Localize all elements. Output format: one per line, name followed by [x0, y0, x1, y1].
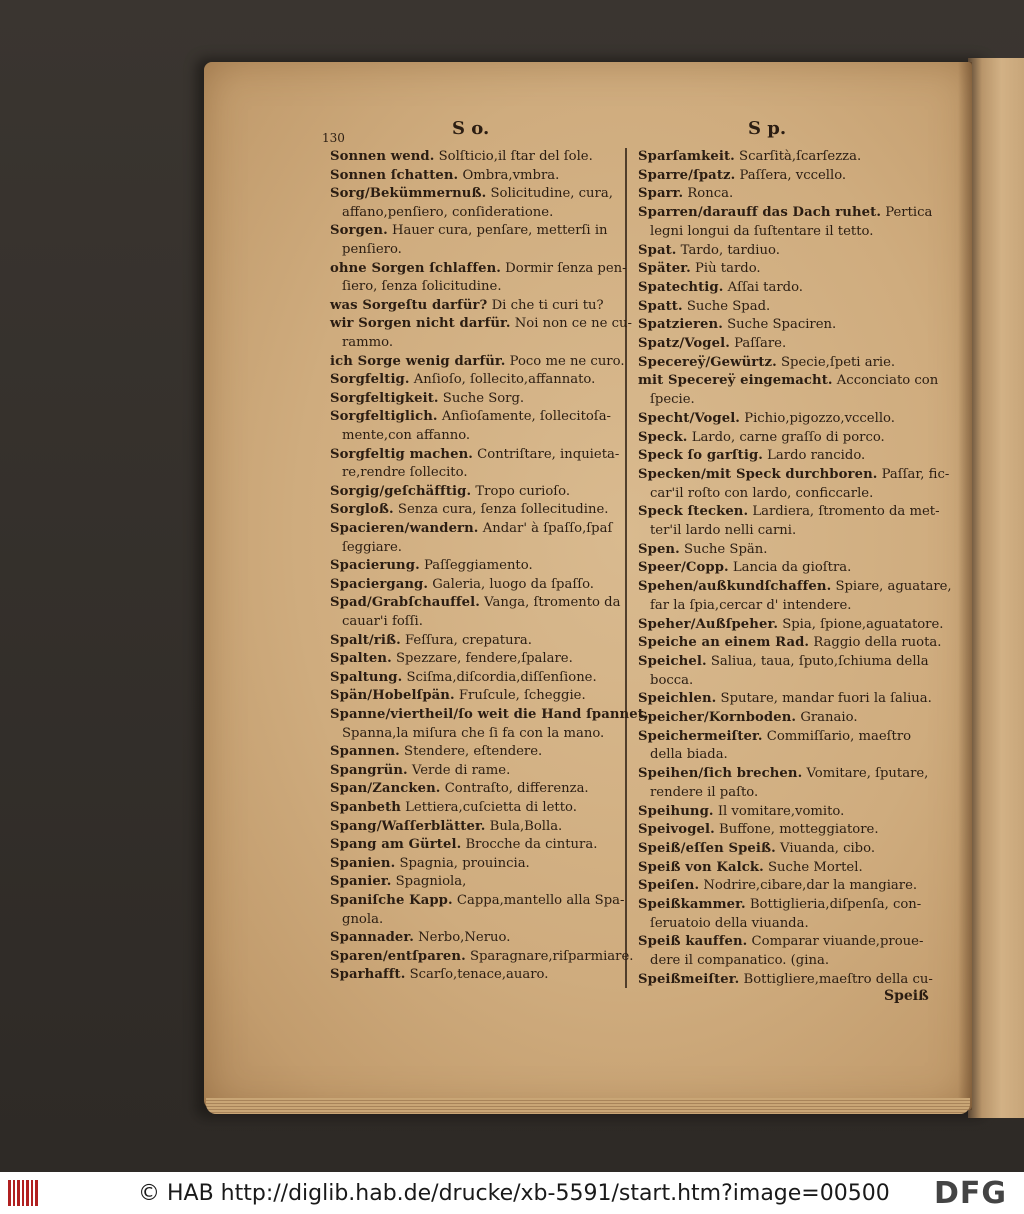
dictionary-line — [330, 948, 633, 965]
headword: Spanien. — [330, 855, 396, 871]
barcode-icon — [8, 1180, 38, 1206]
dictionary-line — [638, 167, 846, 184]
dictionary-line — [330, 315, 632, 332]
definition: Viuanda, cibo. — [775, 840, 876, 856]
definition: Bula,Bolla. — [485, 818, 563, 834]
headword: Spaniſche Kapp. — [330, 893, 453, 908]
definition: ſpecie. — [650, 392, 695, 408]
definition: Lancia da gioſtra. — [728, 560, 852, 576]
definition: Paſſera, vccello. — [735, 167, 847, 183]
dictionary-line — [650, 597, 851, 614]
definition: rendere il paſto. — [650, 784, 759, 800]
dictionary-line — [638, 877, 917, 894]
dictionary-line — [650, 672, 693, 689]
dictionary-line — [330, 408, 611, 425]
headword: Spän/Hobelſpän. — [330, 688, 455, 704]
headword: Speichermeiſter. — [638, 728, 763, 744]
definition: Noi non ce ne cu- — [510, 316, 632, 332]
headword: Speichlen. — [638, 691, 717, 707]
definition: Spagniola, — [391, 874, 467, 890]
headword: mit Specereÿ eingemacht. — [638, 373, 833, 389]
definition: Spiare, aguatare, — [831, 579, 952, 595]
definition: Tropo curioſo. — [471, 483, 571, 499]
dictionary-line — [650, 784, 758, 801]
dictionary-line — [330, 836, 597, 853]
headword: Sorgfeltig. — [330, 372, 410, 388]
definition: Lardo rancido. — [762, 448, 866, 464]
headword: Spehen/außkundſchaffen. — [638, 579, 832, 595]
definition: Scarſità,ſcarſezza. — [734, 149, 862, 164]
definition: Paſſare. — [729, 336, 787, 351]
headword: Spatechtig. — [638, 279, 724, 295]
dictionary-line — [330, 799, 577, 816]
dictionary-line — [638, 896, 921, 913]
dictionary-line — [330, 762, 510, 779]
dictionary-line — [638, 728, 911, 745]
headword: Spalten. — [330, 651, 392, 667]
headword: Sparre/ſpatz. — [638, 167, 736, 183]
headword: Spat. — [638, 242, 677, 258]
definition: Sparagnare,riſparmiare. — [465, 948, 634, 964]
definition: ſeggiare. — [342, 539, 402, 555]
definition: Suche Spaciren. — [722, 317, 837, 333]
definition: Ronca. — [683, 186, 734, 202]
definition: Il vomitare,vomito. — [713, 803, 845, 819]
definition: Spezzare, fendere,ſpalare. — [391, 651, 573, 667]
definition: legni longui da ſuſtentare il tetto. — [650, 223, 874, 239]
dictionary-line — [342, 725, 604, 742]
headword: Speihen/ſich brechen. — [638, 766, 803, 782]
headword: Sorgloß. — [330, 502, 394, 518]
definition: Vanga, ſtromento da — [479, 595, 621, 611]
headword: Sparſamkeit. — [638, 149, 735, 164]
definition: Scarſo,tenace,auaro. — [405, 967, 549, 983]
dictionary-line — [330, 632, 532, 649]
headword: Spanbeth — [330, 800, 401, 815]
headword: was Sorgeſtu darfür? — [330, 297, 488, 313]
dictionary-line — [650, 391, 695, 408]
headword: Sorg/Bekümmernuß. — [330, 186, 487, 202]
definition: ſeruatoio della viuanda. — [650, 915, 809, 931]
definition: Granaio. — [796, 710, 858, 725]
definition: Pichio,pigozzo,vccello. — [740, 410, 895, 426]
dictionary-line — [330, 576, 594, 593]
headword: Spang/Waſſerblätter. — [330, 818, 486, 834]
headword: Sonnen wend. — [330, 149, 435, 164]
headword: Speivogel. — [638, 822, 715, 838]
dictionary-line — [330, 167, 559, 184]
headword: Specht/Vogel. — [638, 410, 740, 426]
dictionary-line — [638, 653, 929, 670]
headword: Sparr. — [638, 186, 684, 202]
dictionary-line — [330, 260, 627, 277]
definition: Bottiglieria,diſpenſa, con- — [745, 897, 922, 912]
headword: Speck. — [638, 429, 688, 445]
dictionary-line — [650, 485, 873, 502]
dictionary-line — [650, 746, 728, 763]
dictionary-line — [638, 316, 836, 333]
definition: Ombra,vmbra. — [458, 167, 560, 183]
headword: Sonnen ſchatten. — [330, 167, 459, 183]
definition: Nodrire,cibare,dar la mangiare. — [699, 878, 918, 894]
dictionary-line — [330, 353, 625, 370]
definition: car'il roſto con lardo, conficcarle. — [650, 485, 874, 501]
dictionary-line — [638, 503, 940, 520]
dictionary-line — [330, 390, 524, 407]
definition: Vomitare, ſputare, — [802, 766, 929, 782]
definition: Aſſai tardo. — [723, 279, 803, 295]
dictionary-line — [330, 892, 624, 909]
headword: Sorgfeltigkeit. — [330, 390, 439, 406]
dictionary-line — [638, 429, 885, 446]
definition: Tardo, tardiuo. — [676, 242, 780, 258]
headword: Spangrün. — [330, 762, 408, 778]
dictionary-line — [638, 765, 928, 782]
headword: Speiche an einem Rad. — [638, 635, 810, 651]
dictionary-line — [330, 687, 586, 704]
headword: Sorgen. — [330, 223, 388, 239]
dictionary-line — [330, 669, 597, 686]
dictionary-line — [342, 427, 470, 444]
definition: ſiero, ſenza ſolicitudine. — [342, 279, 502, 295]
dictionary-line — [638, 840, 875, 857]
definition: Solicitudine, cura, — [486, 186, 613, 202]
dictionary-line — [638, 260, 761, 277]
headword: Spatz/Vogel. — [638, 336, 730, 351]
headword: Speck ſo garſtig. — [638, 448, 763, 464]
definition: Pertica — [881, 205, 933, 221]
dictionary-line — [330, 743, 542, 760]
definition: dere il companatico. (gina. — [650, 953, 830, 969]
definition: Verde di rame. — [407, 762, 511, 778]
dictionary-line — [638, 709, 858, 726]
definition: Lardo, carne graſſo di porco. — [687, 429, 885, 445]
definition: Commiſſario, maeſtro — [762, 728, 912, 744]
dictionary-line — [342, 204, 553, 221]
definition: Comparar viuande,proue- — [747, 934, 924, 950]
dictionary-line — [638, 185, 733, 202]
dictionary-line — [330, 371, 595, 388]
dictionary-line — [638, 971, 933, 988]
definition: Suche Mortel. — [763, 859, 863, 875]
headword: Speißmeiſter. — [638, 971, 740, 987]
definition: Più tardo. — [690, 261, 761, 277]
headword: Spannader. — [330, 930, 414, 946]
headword: Speher/Außſpeher. — [638, 616, 779, 632]
dictionary-line — [638, 634, 941, 651]
definition: della biada. — [650, 747, 728, 763]
dictionary-line — [638, 298, 770, 315]
definition: Paſſeggiamento. — [419, 558, 533, 574]
dictionary-line — [638, 559, 851, 576]
headword: Spanier. — [330, 874, 392, 890]
left-running-head: S o. — [452, 118, 490, 139]
headword: Sorgfeltiglich. — [330, 409, 438, 425]
headword: wir Sorgen nicht darfür. — [330, 316, 511, 332]
dictionary-line — [638, 335, 786, 352]
definition: Spanna,la miſura che ſi fa con la mano. — [342, 725, 605, 741]
definition: Saliua, taua, ſputo,ſchiuma della — [706, 653, 929, 669]
definition: far la ſpia,cercar d' intendere. — [650, 597, 852, 613]
definition: cauar'i foſſi. — [342, 614, 423, 629]
definition: Raggio della ruota. — [809, 635, 942, 651]
headword: Speiß von Kalck. — [638, 859, 764, 875]
dictionary-line — [638, 204, 932, 221]
headword: Span/Zancken. — [330, 781, 441, 797]
dfg-logo: DFG — [934, 1176, 1008, 1211]
dictionary-line — [330, 929, 510, 946]
dictionary-line — [342, 613, 423, 630]
dictionary-line — [330, 650, 573, 667]
definition: Hauer cura, penſare, metterſi in — [387, 223, 608, 239]
dictionary-line — [650, 522, 796, 539]
headword: Speicher/Kornboden. — [638, 710, 797, 725]
dictionary-line — [638, 616, 943, 633]
definition: Sputare, mandar fuori la ſaliua. — [716, 691, 932, 707]
headword: Spannen. — [330, 744, 400, 760]
headword: Sparhafft. — [330, 967, 406, 983]
dictionary-line — [638, 859, 863, 876]
page-number: 130 — [322, 131, 345, 145]
definition: mente,con affanno. — [342, 428, 471, 443]
headword: Spang am Gürtel. — [330, 837, 462, 853]
dictionary-line — [330, 520, 612, 537]
definition: Spia, ſpione,aguatatore. — [778, 616, 944, 632]
dictionary-line — [330, 185, 613, 202]
catchword: Speiß — [884, 988, 929, 1004]
definition: affano,penſiero, conſideratione. — [342, 204, 554, 220]
dictionary-line — [638, 354, 895, 371]
dictionary-line — [330, 780, 589, 797]
dictionary-line — [638, 690, 932, 707]
definition: Fruſcule, ſcheggie. — [454, 688, 586, 704]
definition: Dormir ſenza pen- — [500, 260, 627, 276]
dictionary-line — [650, 952, 829, 969]
dictionary-line — [330, 557, 533, 574]
definition: Senza cura, ſenza ſollecitudine. — [393, 502, 609, 518]
headword: Speichel. — [638, 653, 707, 669]
dictionary-line — [330, 483, 570, 500]
dictionary-line — [638, 372, 938, 389]
definition: Feſſura, crepatura. — [400, 632, 532, 648]
definition: Suche Sorg. — [438, 390, 525, 406]
headword: Spen. — [638, 541, 680, 557]
headword: Speihung. — [638, 803, 714, 819]
headword: ohne Sorgen ſchlaffen. — [330, 260, 501, 276]
definition: Specie,ſpeti arie. — [776, 354, 896, 370]
dictionary-line — [638, 803, 844, 820]
headword: Sorgig/geſchäfftig. — [330, 483, 472, 499]
definition: Stendere, eſtendere. — [399, 744, 543, 760]
headword: Spalt/riß. — [330, 632, 401, 648]
headword: Sparen/entſparen. — [330, 948, 466, 964]
headword: Speck ſtecken. — [638, 504, 749, 520]
definition: Galeria, luogo da ſpaſſo. — [428, 576, 594, 592]
definition: Di che ti curi tu? — [487, 297, 604, 313]
dictionary-line — [342, 911, 383, 928]
copyright-link[interactable]: © HAB http://diglib.hab.de/drucke/xb-5591/start.htm?image=00500 — [138, 1181, 890, 1206]
dictionary-line — [330, 501, 608, 518]
dictionary-line — [638, 821, 879, 838]
dictionary-line — [330, 594, 620, 611]
definition: Sciſma,diſcordia,diſſenſione. — [402, 669, 597, 685]
definition: Anſioſamente, ſollecitoſa- — [437, 409, 612, 425]
definition: Contriſtare, inquieta- — [472, 446, 620, 462]
dictionary-line — [638, 541, 767, 558]
dictionary-line — [638, 447, 865, 464]
dictionary-line — [638, 578, 952, 595]
headword: Specken/mit Speck durchboren. — [638, 466, 878, 482]
dictionary-line — [342, 334, 393, 351]
dictionary-line — [330, 706, 649, 723]
definition: Andar' à ſpaſſo,ſpaſ — [478, 521, 613, 536]
headword: Spad/Grabſchauffel. — [330, 595, 480, 611]
dictionary-line — [638, 279, 803, 296]
dictionary-line — [342, 539, 402, 556]
dictionary-line — [650, 915, 809, 932]
headword: Speiſen. — [638, 878, 700, 894]
headword: Spatzieren. — [638, 317, 723, 333]
headword: Spacieren/wandern. — [330, 521, 479, 536]
right-running-head: S p. — [748, 118, 787, 139]
dictionary-line — [330, 446, 619, 463]
definition: Acconciato con — [832, 373, 939, 389]
definition: Lettiera,cuſcietta di letto. — [400, 800, 577, 815]
definition: penſiero. — [342, 242, 402, 257]
definition: gnola. — [342, 911, 384, 927]
definition: Bottigliere,maeſtro della cu- — [739, 971, 933, 987]
definition: Cappa,mantello alla Spa- — [452, 893, 625, 908]
definition: Nerbo,Neruo. — [413, 930, 511, 946]
headword: ich Sorge wenig darfür. — [330, 353, 506, 369]
dictionary-line — [638, 933, 923, 950]
headword: Speißkammer. — [638, 897, 746, 912]
definition: Contraſto, differenza. — [440, 781, 589, 797]
definition: Suche Spad. — [682, 298, 771, 314]
headword: Spaltung. — [330, 669, 403, 685]
definition: Spagnia, prouincia. — [395, 855, 530, 871]
headword: Sparren/darauff das Dach ruhet. — [638, 205, 882, 221]
headword: Speiß/eſſen Speiß. — [638, 840, 776, 856]
headword: Spaciergang. — [330, 576, 429, 592]
dictionary-line — [638, 466, 949, 483]
dictionary-line — [330, 855, 530, 872]
headword: Spacierung. — [330, 558, 420, 574]
dictionary-line — [330, 818, 562, 835]
definition: Poco me ne curo. — [505, 353, 625, 369]
dictionary-line — [638, 242, 780, 259]
headword: Specereÿ/Gewürtz. — [638, 354, 777, 370]
headword: Später. — [638, 261, 691, 277]
headword: Sorgfeltig machen. — [330, 446, 473, 462]
definition: Suche Spän. — [679, 541, 768, 557]
dictionary-line — [342, 278, 502, 295]
definition: bocca. — [650, 672, 694, 688]
dictionary-line — [330, 966, 548, 983]
headword: Speiß kauffen. — [638, 934, 748, 950]
dictionary-line — [342, 241, 402, 258]
dictionary-line — [330, 222, 608, 239]
definition: Lardiera, ſtromento da met- — [748, 504, 940, 520]
definition: ter'il lardo nelli carni. — [650, 523, 797, 538]
dictionary-line — [330, 148, 593, 165]
definition: Anſioſo, ſollecito,affannato. — [409, 372, 596, 388]
headword: Spanne/viertheil/ſo weit die Hand ſpannet. — [330, 707, 649, 722]
dictionary-line — [330, 297, 604, 314]
definition: re,rendre ſollecito. — [342, 465, 468, 481]
definition: Paſſar, fic- — [877, 466, 950, 482]
dictionary-line — [330, 873, 466, 890]
dictionary-line — [638, 410, 895, 427]
dictionary-line — [638, 148, 861, 165]
headword: Spatt. — [638, 298, 683, 314]
dictionary-line — [342, 464, 468, 481]
definition: Brocche da cintura. — [461, 837, 598, 853]
definition: rammo. — [342, 335, 394, 350]
headword: Speer/Copp. — [638, 560, 729, 576]
dictionary-line — [650, 223, 873, 240]
definition: Solſticio,il ſtar del ſole. — [434, 149, 593, 164]
definition: Buffone, motteggiatore. — [714, 822, 879, 838]
